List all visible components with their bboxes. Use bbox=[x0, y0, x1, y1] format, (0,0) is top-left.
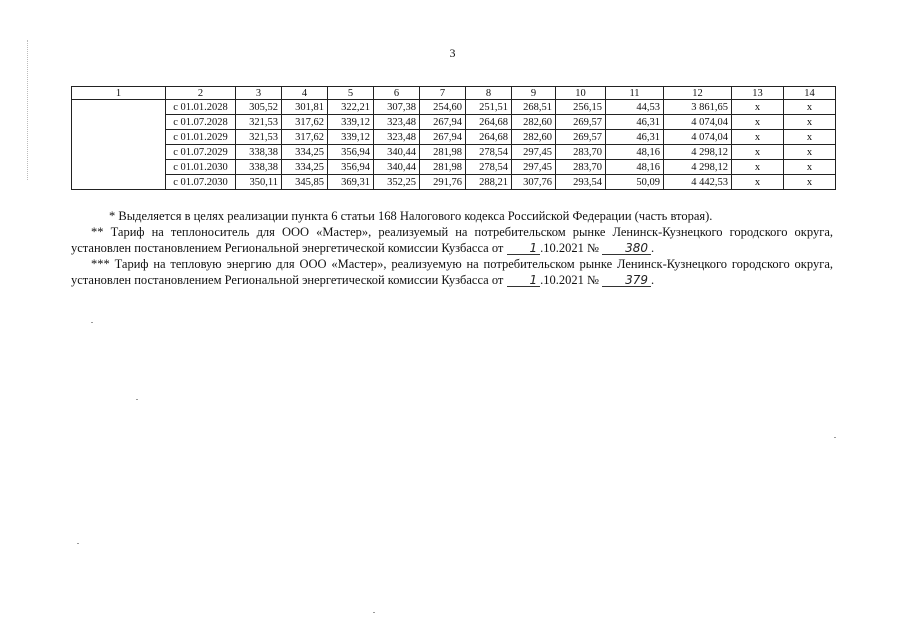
value-cell: 269,57 bbox=[556, 130, 606, 145]
value-cell: 356,94 bbox=[328, 160, 374, 175]
handwritten-resolution-number: 380 bbox=[602, 242, 651, 255]
value-cell: x bbox=[784, 115, 836, 130]
value-cell: 46,31 bbox=[606, 115, 664, 130]
footnote-heat-energy: *** Тариф на тепловую энергию для ООО «Мастер», реализуемую на потребительском рынке Ленинск-Кузнецкого городского округа, установлен постановлением Региональной энергетической комиссии Кузбасса от 1 .10.2021 № 379 . bbox=[71, 257, 833, 287]
table-row bbox=[72, 145, 836, 160]
footnote-heat-energy-text: *** Тариф на тепловую энергию для ООО «Мастер», реализуемую на потребительском рынке Ленинск-Кузнецкого городского округа, установлен постановлением Региональной энергетической комиссии Кузбасса от bbox=[71, 257, 833, 287]
value-cell: x bbox=[732, 130, 784, 145]
value-cell: 267,94 bbox=[420, 115, 466, 130]
column-header-13: 13 bbox=[732, 87, 784, 100]
value-cell: 321,53 bbox=[236, 115, 282, 130]
table-row bbox=[72, 115, 836, 130]
handwritten-day: 1 bbox=[507, 242, 541, 255]
page-number: 3 bbox=[449, 46, 456, 60]
value-cell: 4 074,04 bbox=[664, 115, 732, 130]
footnote-date-rest: .10.2021 № bbox=[540, 241, 599, 255]
value-cell: x bbox=[732, 175, 784, 190]
value-cell: x bbox=[784, 145, 836, 160]
value-cell: x bbox=[732, 115, 784, 130]
value-cell: 254,60 bbox=[420, 100, 466, 115]
value-cell: 317,62 bbox=[282, 130, 328, 145]
handwritten-resolution-number: 379 bbox=[602, 274, 651, 287]
value-cell: x bbox=[784, 160, 836, 175]
value-cell: 278,54 bbox=[466, 160, 512, 175]
column-header-1: 1 bbox=[72, 87, 166, 100]
value-cell: 3 861,65 bbox=[664, 100, 732, 115]
value-cell: 48,16 bbox=[606, 160, 664, 175]
value-cell: 345,85 bbox=[282, 175, 328, 190]
value-cell: 268,51 bbox=[512, 100, 556, 115]
column-header-6: 6 bbox=[374, 87, 420, 100]
value-cell: 369,31 bbox=[328, 175, 374, 190]
value-cell: 264,68 bbox=[466, 130, 512, 145]
handwritten-day: 1 bbox=[507, 274, 541, 287]
scan-speck bbox=[373, 612, 375, 613]
table-row bbox=[72, 175, 836, 190]
period-cell: с 01.07.2029 bbox=[166, 145, 236, 160]
value-cell: 293,54 bbox=[556, 175, 606, 190]
table-header-row bbox=[72, 87, 836, 100]
value-cell: 322,21 bbox=[328, 100, 374, 115]
value-cell: 334,25 bbox=[282, 160, 328, 175]
value-cell: 305,52 bbox=[236, 100, 282, 115]
value-cell: 267,94 bbox=[420, 130, 466, 145]
scan-speck bbox=[91, 322, 93, 323]
table-row bbox=[72, 130, 836, 145]
value-cell: 269,57 bbox=[556, 115, 606, 130]
scan-speck bbox=[77, 543, 79, 544]
footnotes bbox=[71, 208, 833, 288]
column-header-8: 8 bbox=[466, 87, 512, 100]
value-cell: 338,38 bbox=[236, 145, 282, 160]
value-cell: 251,51 bbox=[466, 100, 512, 115]
table-row bbox=[72, 160, 836, 175]
value-cell: x bbox=[784, 175, 836, 190]
column-header-11: 11 bbox=[606, 87, 664, 100]
value-cell: 352,25 bbox=[374, 175, 420, 190]
footnote-heat-carrier: ** Тариф на теплоноситель для ООО «Мастер», реализуемый на потребительском рынке Ленинск-Кузнецкого городского округа, установлен постановлением Региональной энергетической комиссии Кузбасса от 1 .10.2021 № 380 . bbox=[71, 225, 833, 255]
scan-speck bbox=[136, 399, 138, 400]
period-cell: с 01.01.2030 bbox=[166, 160, 236, 175]
value-cell: 288,21 bbox=[466, 175, 512, 190]
period-cell: с 01.07.2030 bbox=[166, 175, 236, 190]
scan-edge-mark bbox=[27, 40, 28, 180]
value-cell: 307,76 bbox=[512, 175, 556, 190]
value-cell: 340,44 bbox=[374, 145, 420, 160]
value-cell: 350,11 bbox=[236, 175, 282, 190]
value-cell: 339,12 bbox=[328, 130, 374, 145]
column-header-3: 3 bbox=[236, 87, 282, 100]
value-cell: 334,25 bbox=[282, 145, 328, 160]
column-header-9: 9 bbox=[512, 87, 556, 100]
period-cell: с 01.01.2028 bbox=[166, 100, 236, 115]
column-header-7: 7 bbox=[420, 87, 466, 100]
value-cell: x bbox=[732, 145, 784, 160]
column-header-5: 5 bbox=[328, 87, 374, 100]
value-cell: 291,76 bbox=[420, 175, 466, 190]
scan-speck bbox=[834, 437, 836, 438]
tariff-table bbox=[71, 86, 836, 190]
value-cell: 301,81 bbox=[282, 100, 328, 115]
value-cell: 278,54 bbox=[466, 145, 512, 160]
value-cell: 282,60 bbox=[512, 130, 556, 145]
value-cell: 321,53 bbox=[236, 130, 282, 145]
value-cell: 339,12 bbox=[328, 115, 374, 130]
value-cell: 283,70 bbox=[556, 145, 606, 160]
value-cell: 356,94 bbox=[328, 145, 374, 160]
value-cell: 281,98 bbox=[420, 160, 466, 175]
value-cell: 264,68 bbox=[466, 115, 512, 130]
value-cell: x bbox=[784, 100, 836, 115]
table-body bbox=[72, 87, 836, 190]
footnote-date-rest: .10.2021 № bbox=[540, 273, 599, 287]
value-cell: 323,48 bbox=[374, 130, 420, 145]
value-cell: x bbox=[732, 100, 784, 115]
value-cell: 307,38 bbox=[374, 100, 420, 115]
column-header-12: 12 bbox=[664, 87, 732, 100]
value-cell: 4 298,12 bbox=[664, 145, 732, 160]
period-cell: с 01.01.2029 bbox=[166, 130, 236, 145]
column-header-14: 14 bbox=[784, 87, 836, 100]
value-cell: 317,62 bbox=[282, 115, 328, 130]
value-cell: 297,45 bbox=[512, 160, 556, 175]
column-header-2: 2 bbox=[166, 87, 236, 100]
value-cell: 338,38 bbox=[236, 160, 282, 175]
column-header-4: 4 bbox=[282, 87, 328, 100]
value-cell: 323,48 bbox=[374, 115, 420, 130]
period-cell: с 01.07.2028 bbox=[166, 115, 236, 130]
value-cell: 256,15 bbox=[556, 100, 606, 115]
value-cell: 281,98 bbox=[420, 145, 466, 160]
value-cell: 4 074,04 bbox=[664, 130, 732, 145]
value-cell: 283,70 bbox=[556, 160, 606, 175]
value-cell: 46,31 bbox=[606, 130, 664, 145]
value-cell: 297,45 bbox=[512, 145, 556, 160]
value-cell: x bbox=[784, 130, 836, 145]
footnote-heat-carrier-text: ** Тариф на теплоноситель для ООО «Мастер», реализуемый на потребительском рынке Ленинск-Кузнецкого городского округа, установлен постановлением Региональной энергетической комиссии Кузбасса от bbox=[71, 225, 833, 255]
value-cell: 282,60 bbox=[512, 115, 556, 130]
value-cell: 4 298,12 bbox=[664, 160, 732, 175]
value-cell: x bbox=[732, 160, 784, 175]
footnote-vat: * Выделяется в целях реализации пункта 6 статьи 168 Налогового кодекса Российской Федерации (часть вторая). bbox=[109, 209, 713, 223]
value-cell: 340,44 bbox=[374, 160, 420, 175]
value-cell: 48,16 bbox=[606, 145, 664, 160]
value-cell: 50,09 bbox=[606, 175, 664, 190]
column-header-10: 10 bbox=[556, 87, 606, 100]
table-row bbox=[72, 100, 836, 115]
value-cell: 4 442,53 bbox=[664, 175, 732, 190]
value-cell: 44,53 bbox=[606, 100, 664, 115]
merged-blank-cell bbox=[72, 100, 166, 190]
